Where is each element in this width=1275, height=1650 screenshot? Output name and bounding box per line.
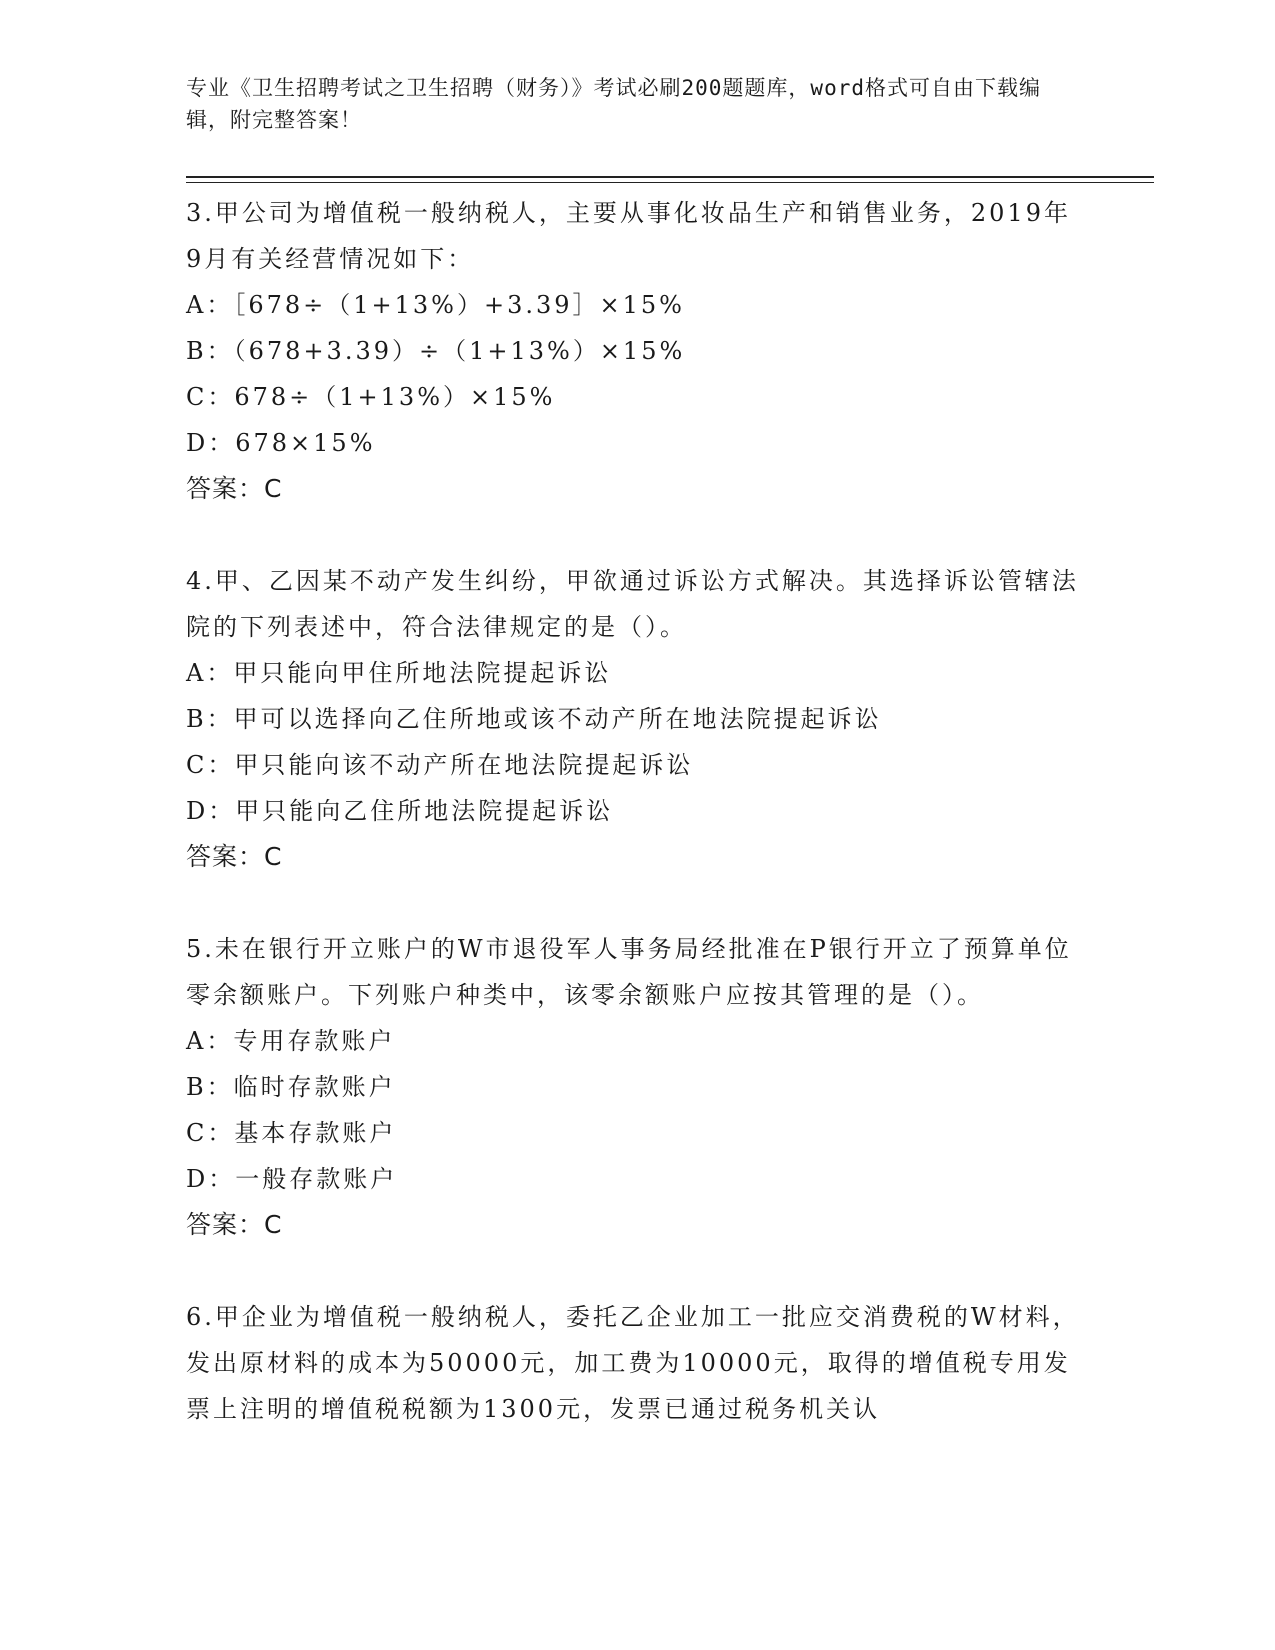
option-a: A：甲只能向甲住所地法院提起诉讼 bbox=[186, 659, 612, 687]
option-c: C：678÷（1+13%）×15% bbox=[186, 383, 556, 411]
answer: 答案：C bbox=[186, 474, 283, 503]
option-c: C：基本存款账户 bbox=[186, 1119, 397, 1147]
question-5 bbox=[186, 926, 1086, 1248]
question-stem: 4.甲、乙因某不动产发生纠纷，甲欲通过诉讼方式解决。其选择诉讼管辖法院的下列表述中，符合法律规定的是（）。 bbox=[186, 567, 1079, 641]
option-d: D：一般存款账户 bbox=[186, 1165, 398, 1193]
option-b: B：临时存款账户 bbox=[186, 1073, 396, 1101]
question-stem: 3.甲公司为增值税一般纳税人，主要从事化妆品生产和销售业务，2019年9月有关经营情况如下： bbox=[186, 199, 1071, 273]
option-b: B：甲可以选择向乙住所地或该不动产所在地法院提起诉讼 bbox=[186, 705, 882, 733]
option-b: B：（678+3.39）÷（1+13%）×15% bbox=[186, 337, 686, 365]
question-3 bbox=[186, 190, 1086, 512]
header-divider-thin bbox=[186, 182, 1154, 183]
question-6 bbox=[186, 1294, 1086, 1432]
answer: 答案：C bbox=[186, 1210, 283, 1239]
option-d: D：甲只能向乙住所地法院提起诉讼 bbox=[186, 797, 614, 825]
header-divider-thick bbox=[186, 176, 1154, 178]
document-header: 专业《卫生招聘考试之卫生招聘（财务）》考试必刷200题题库，word格式可自由下载编辑，附完整答案！ bbox=[186, 76, 1041, 132]
option-a: A：专用存款账户 bbox=[186, 1027, 396, 1055]
answer: 答案：C bbox=[186, 842, 283, 871]
question-stem: 6.甲企业为增值税一般纳税人，委托乙企业加工一批应交消费税的W材料，发出原材料的成本为50000元，加工费为10000元，取得的增值税专用发票上注明的增值税税额为1300元，发票已通过税务机关认 bbox=[186, 1303, 1080, 1423]
option-a: A：［678÷（1+13%）+3.39］×15% bbox=[186, 291, 685, 319]
question-stem: 5.未在银行开立账户的W市退役军人事务局经批准在P银行开立了预算单位零余额账户。下列账户种类中，该零余额账户应按其管理的是（）。 bbox=[186, 935, 1072, 1009]
option-c: C：甲只能向该不动产所在地法院提起诉讼 bbox=[186, 751, 694, 779]
question-list bbox=[186, 190, 1086, 1432]
option-d: D：678×15% bbox=[186, 429, 376, 457]
question-4 bbox=[186, 558, 1086, 880]
